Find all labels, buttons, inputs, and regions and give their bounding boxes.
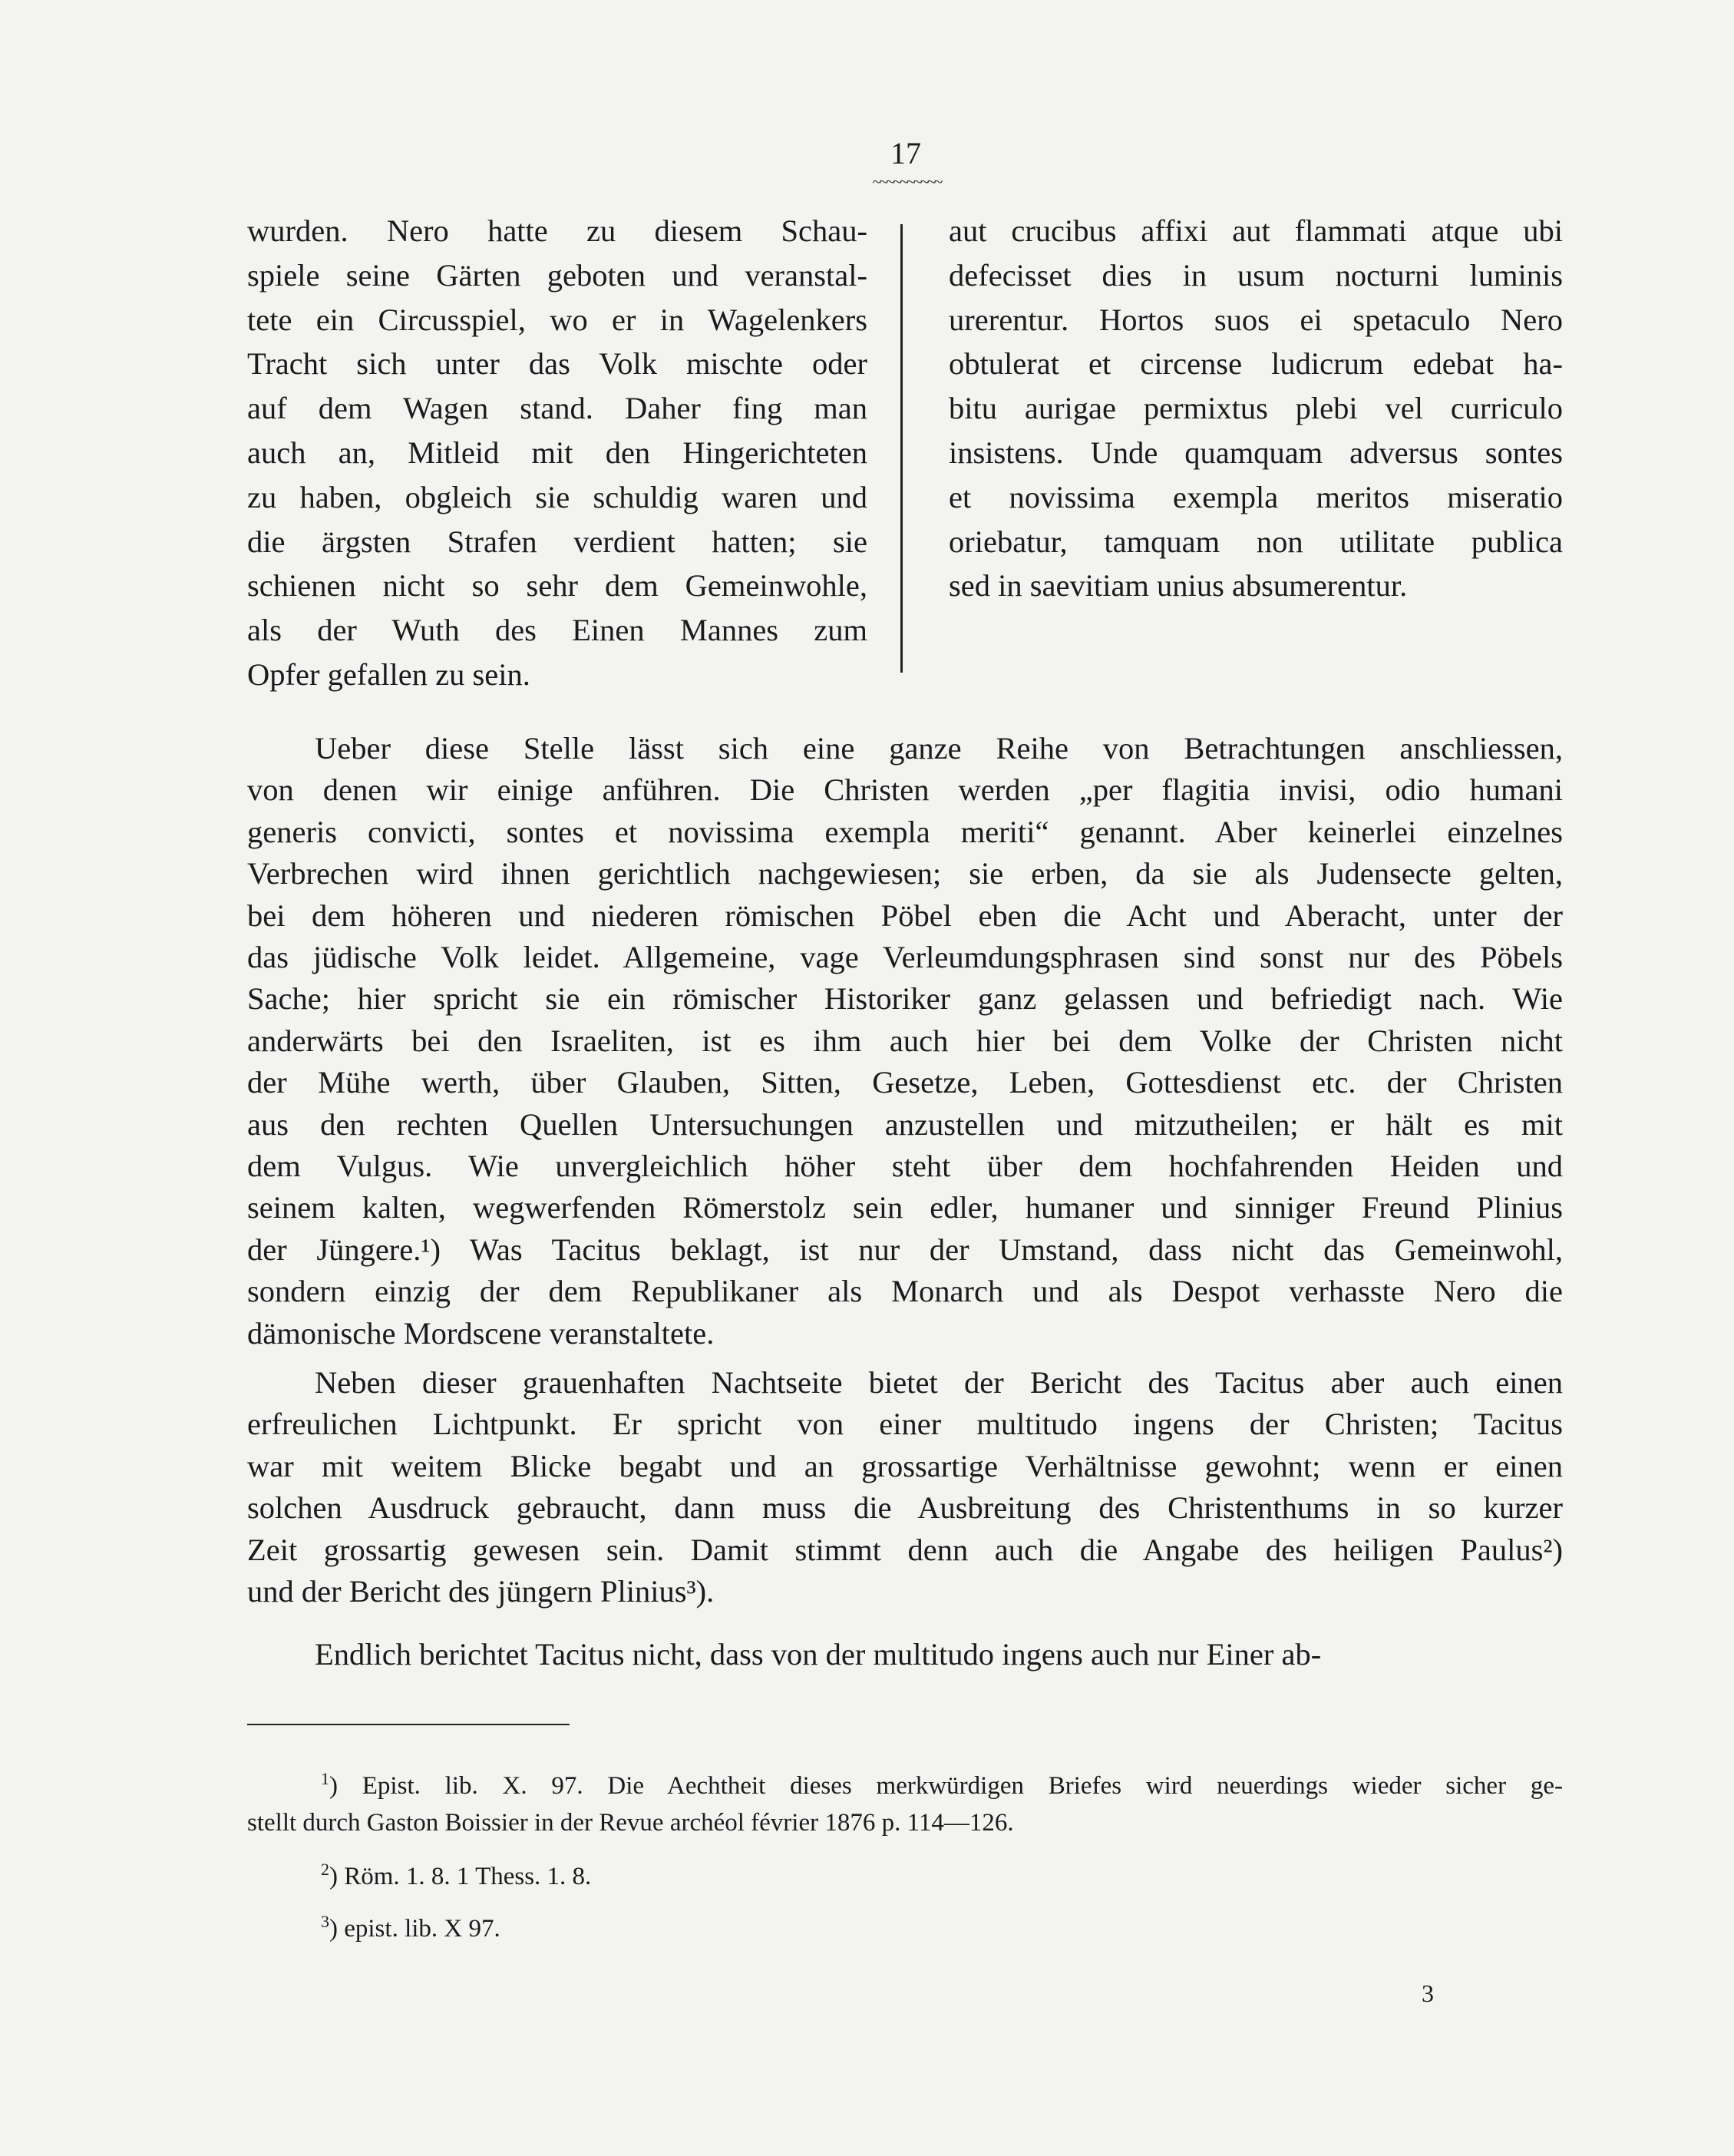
german-column-line: schienen nicht so sehr dem Gemeinwohle,	[247, 568, 867, 603]
paragraph-1-line: aus den rechten Quellen Untersuchungen anzustellen und mitzutheilen; er hält es mit	[247, 1106, 1563, 1142]
latin-column-line: bitu aurigae permixtus plebi vel curriculo	[949, 391, 1563, 426]
latin-column-line: aut crucibus affixi aut flammati atque ubi	[949, 213, 1563, 248]
latin-column-line: sed in saevitiam unius absumerentur.	[949, 568, 1408, 603]
paragraph-1-line: das jüdische Volk leidet. Allgemeine, vage Verleumdungsphrasen sind sonst nur des Pöbels	[247, 940, 1563, 975]
german-column-line: tete ein Circusspiel, wo er in Wagelenkers	[247, 302, 867, 337]
german-column-line: auf dem Wagen stand. Daher fing man	[247, 391, 867, 426]
footnote-1	[247, 1767, 1563, 1841]
paragraph-1-line: seinem kalten, wegwerfenden Römerstolz sein edler, humaner und sinniger Freund Plinius	[247, 1190, 1563, 1225]
paragraph-2-line: Zeit grossartig gewesen sein. Damit stimmt denn auch die Angabe des heiligen Paulus²)	[247, 1532, 1563, 1567]
german-column-line: spiele seine Gärten geboten und veranstal-	[247, 257, 867, 293]
paragraph-1-line: dem Vulgus. Wie unvergleichlich höher steht über dem hochfahrenden Heiden und	[247, 1149, 1563, 1184]
german-column-line: auch an, Mitleid mit den Hingerichteten	[247, 435, 867, 470]
header-ornament: ~~~~~~~~~~	[872, 174, 941, 190]
paragraph-1-line: dämonische Mordscene veranstaltete.	[247, 1315, 715, 1351]
latin-column-line: defecisset dies in usum nocturni luminis	[949, 257, 1563, 293]
paragraph-1-line: der Mühe werth, über Glauben, Sitten, Gesetze, Leben, Gottesdienst etc. der Christen	[247, 1065, 1563, 1100]
footnote-3-text: ) epist. lib. X 97.	[329, 1915, 500, 1943]
paragraph-1-line: generis convicti, sontes et novissima exempla meriti“ genannt. Aber keinerlei einzelnes	[247, 814, 1563, 849]
column-divider	[900, 224, 903, 673]
paragraph-1-line: Verbrechen wird ihnen gerichtlich nachgewiesen; sie erben, da sie als Judensecte gelten,	[247, 856, 1563, 891]
paragraph-1-line: der Jüngere.¹) Was Tacitus beklagt, ist nur der Umstand, dass nicht das Gemeinwohl,	[247, 1232, 1563, 1267]
body-paragraph-3	[247, 1634, 1563, 1675]
footnote-2-mark: 2	[321, 1860, 329, 1879]
body-paragraph-1	[247, 728, 1563, 1354]
footnote-3-mark: 3	[321, 1912, 329, 1931]
paragraph-1-line: anderwärts bei den Israeliten, ist es ihm auch hier bei dem Volke der Christen nicht	[247, 1023, 1563, 1058]
german-column-line: die ärgsten Strafen verdient hatten; sie	[247, 524, 867, 559]
german-column-line: Tracht sich unter das Volk mischte oder	[247, 346, 867, 382]
page-number: 17	[890, 136, 921, 170]
latin-column-line: et novissima exempla meritos miseratio	[949, 479, 1563, 514]
latin-column-line: obtulerat et circense ludicrum edebat ha-	[949, 346, 1563, 382]
paragraph-2-line: erfreulichen Lichtpunkt. Er spricht von einer multitudo ingens der Christen; Tacitus	[247, 1407, 1563, 1442]
footnote-2-text: ) Röm. 1. 8. 1 Thess. 1. 8.	[329, 1863, 592, 1890]
german-translation-column	[247, 209, 867, 697]
paragraph-2-line: und der Bericht des jüngern Plinius³).	[247, 1574, 715, 1609]
paragraph-1-line: Ueber diese Stelle lässt sich eine ganze Reihe von Betrachtungen anschliessen,	[315, 731, 1563, 766]
footnote-1-mark: 1	[321, 1769, 329, 1788]
paragraph-2-line: Neben dieser grauenhaften Nachtseite bietet der Bericht des Tacitus aber auch einen	[315, 1365, 1563, 1400]
german-column-line: zu haben, obgleich sie schuldig waren und	[247, 479, 867, 514]
paragraph-3-line: Endlich berichtet Tacitus nicht, dass von der multitudo ingens auch nur Einer ab-	[315, 1637, 1322, 1672]
latin-source-column	[949, 209, 1563, 608]
paragraph-2-line: war mit weitem Blicke begabt und an grossartige Verhältnisse gewohnt; wenn er einen	[247, 1448, 1563, 1483]
paragraph-1-line: bei dem höheren und niederen römischen Pöbel eben die Acht und Aberacht, unter der	[247, 898, 1563, 933]
latin-column-line: insistens. Unde quamquam adversus sontes	[949, 435, 1563, 470]
paragraph-1-line: von denen wir einige anführen. Die Christen werden „per flagitia invisi, odio humani	[247, 772, 1563, 808]
footnote-divider	[247, 1724, 570, 1725]
footnote-1-line: $^1$) Epist. lib. X. 97. Die Aechtheit dieses merkwürdigen Briefes wird neuerdings wieder sicher ge-	[321, 1769, 1563, 1800]
body-paragraph-2	[247, 1362, 1563, 1612]
german-column-line: Opfer gefallen zu sein.	[247, 656, 530, 692]
latin-column-line: urerentur. Hortos suos ei spetaculo Nero	[949, 302, 1563, 337]
footnotes	[247, 1767, 1563, 1947]
paragraph-1-line: sondern einzig der dem Republikaner als Monarch und als Despot verhasste Nero die	[247, 1274, 1563, 1309]
footnote-2	[247, 1858, 1563, 1895]
signature-mark: 3	[1422, 1979, 1434, 2007]
footnote-3	[247, 1910, 1563, 1947]
latin-column-line: oriebatur, tamquam non utilitate publica	[949, 524, 1563, 559]
paragraph-1-line: Sache; hier spricht sie ein römischer Historiker ganz gelassen und befriedigt nach. Wie	[247, 981, 1563, 1017]
german-column-line: wurden. Nero hatte zu diesem Schau-	[247, 213, 867, 248]
paragraph-2-line: solchen Ausdruck gebraucht, dann muss die Ausbreitung des Christenthums in so kurzer	[247, 1490, 1563, 1526]
german-column-line: als der Wuth des Einen Mannes zum	[247, 613, 867, 648]
footnote-1-line: stellt durch Gaston Boissier in der Revue archéol février 1876 p. 114—126.	[247, 1809, 1014, 1837]
